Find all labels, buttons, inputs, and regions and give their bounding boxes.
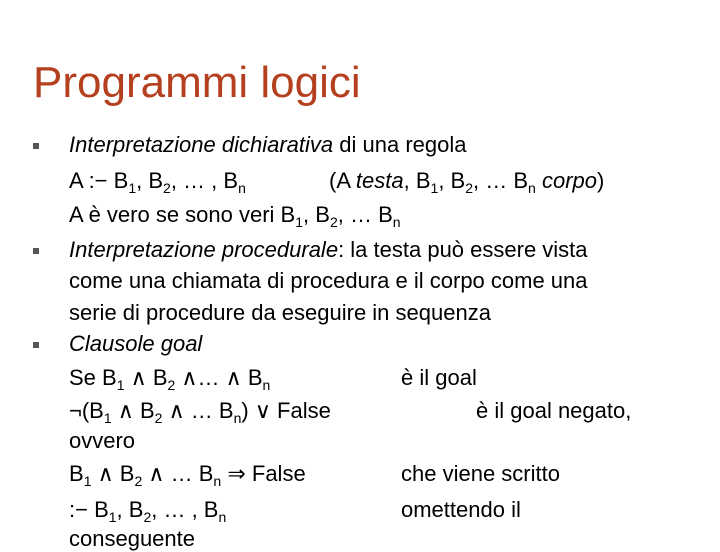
bullet-marker <box>33 342 39 348</box>
bullet3-line1 <box>69 331 202 357</box>
subscript: n <box>238 180 246 196</box>
text: ∧… ∧ B <box>175 365 263 390</box>
subscript: 2 <box>163 180 171 196</box>
text: A è vero se sono veri B <box>69 202 296 227</box>
text: B <box>69 461 84 486</box>
text: ∧ B <box>91 461 135 486</box>
text-corpo: corpo <box>541 168 597 193</box>
text: , … B <box>337 202 393 227</box>
text-testa: testa <box>355 168 404 193</box>
bullet1-line3 <box>69 202 401 228</box>
text: Se B <box>69 365 117 390</box>
subscript: 1 <box>83 473 92 489</box>
term-goal-clauses: Clausole goal <box>69 331 203 356</box>
text: , … , B <box>170 168 239 193</box>
subscript: 2 <box>134 473 143 489</box>
subscript: 1 <box>103 410 112 426</box>
text: : la testa può essere vista <box>338 237 588 262</box>
text: , B <box>438 168 466 193</box>
bullet3-line2 <box>69 365 270 391</box>
text: ∧ … B <box>162 398 234 423</box>
subscript: 2 <box>143 509 152 525</box>
text: ∧ … B <box>142 461 214 486</box>
text: , … , B <box>151 497 219 522</box>
bullet1-line1 <box>69 132 466 158</box>
bullet3-line2-right: è il goal <box>401 365 477 390</box>
bullet3-line3-right: è il goal negato, <box>476 398 632 423</box>
bullet3-line6-right: omettendo il <box>401 497 521 522</box>
text: , B <box>116 497 144 522</box>
text: ⇒ False <box>221 461 306 486</box>
subscript: n <box>213 473 222 489</box>
subscript: n <box>392 214 401 230</box>
bullet3-line5-right: che viene scritto <box>401 461 560 486</box>
text: , … B <box>473 168 529 193</box>
bullet2-line1 <box>69 237 588 263</box>
text: , B <box>403 168 431 193</box>
text: di una regola <box>333 132 467 157</box>
subscript: 2 <box>465 180 474 196</box>
term-declarative: Interpretazione dichiarativa <box>69 132 334 157</box>
slide-title: Programmi logici <box>33 58 361 107</box>
text: :− B <box>69 497 109 522</box>
bullet2-line2: come una chiamata di procedura e il corpo come una <box>69 268 588 293</box>
text: , B <box>136 168 164 193</box>
subscript: 1 <box>430 180 439 196</box>
bullet1-line2-right <box>329 168 604 194</box>
text: ∧ B <box>111 398 155 423</box>
text: A :− B <box>69 168 129 193</box>
subscript: 1 <box>295 214 304 230</box>
subscript: 1 <box>128 180 137 196</box>
bullet3-line5 <box>69 461 306 487</box>
subscript: 2 <box>167 377 176 393</box>
bullet1-line2 <box>69 168 246 194</box>
subscript: n <box>233 410 242 426</box>
subscript: 1 <box>116 377 125 393</box>
subscript: 2 <box>154 410 163 426</box>
term-procedural: Interpretazione procedurale <box>69 237 339 262</box>
text: ∧ B <box>124 365 168 390</box>
text: ¬(B <box>69 398 104 423</box>
bullet3-line3 <box>69 398 331 424</box>
subscript: 2 <box>329 214 338 230</box>
bullet-marker <box>33 143 39 149</box>
bullet2-line3: serie di procedure da eseguire in sequenza <box>69 300 491 325</box>
bullet3-line4: ovvero <box>69 428 136 453</box>
subscript: n <box>262 377 271 393</box>
text: (A <box>329 168 356 193</box>
subscript: 1 <box>108 509 117 525</box>
subscript: n <box>218 509 227 525</box>
text: ) <box>597 168 605 193</box>
bullet3-line6 <box>69 497 226 523</box>
bullet-marker <box>33 248 39 254</box>
bullet3-line7: conseguente <box>69 526 195 551</box>
subscript: n <box>528 180 536 196</box>
text: , B <box>303 202 330 227</box>
text: ) ∨ False <box>241 398 331 423</box>
